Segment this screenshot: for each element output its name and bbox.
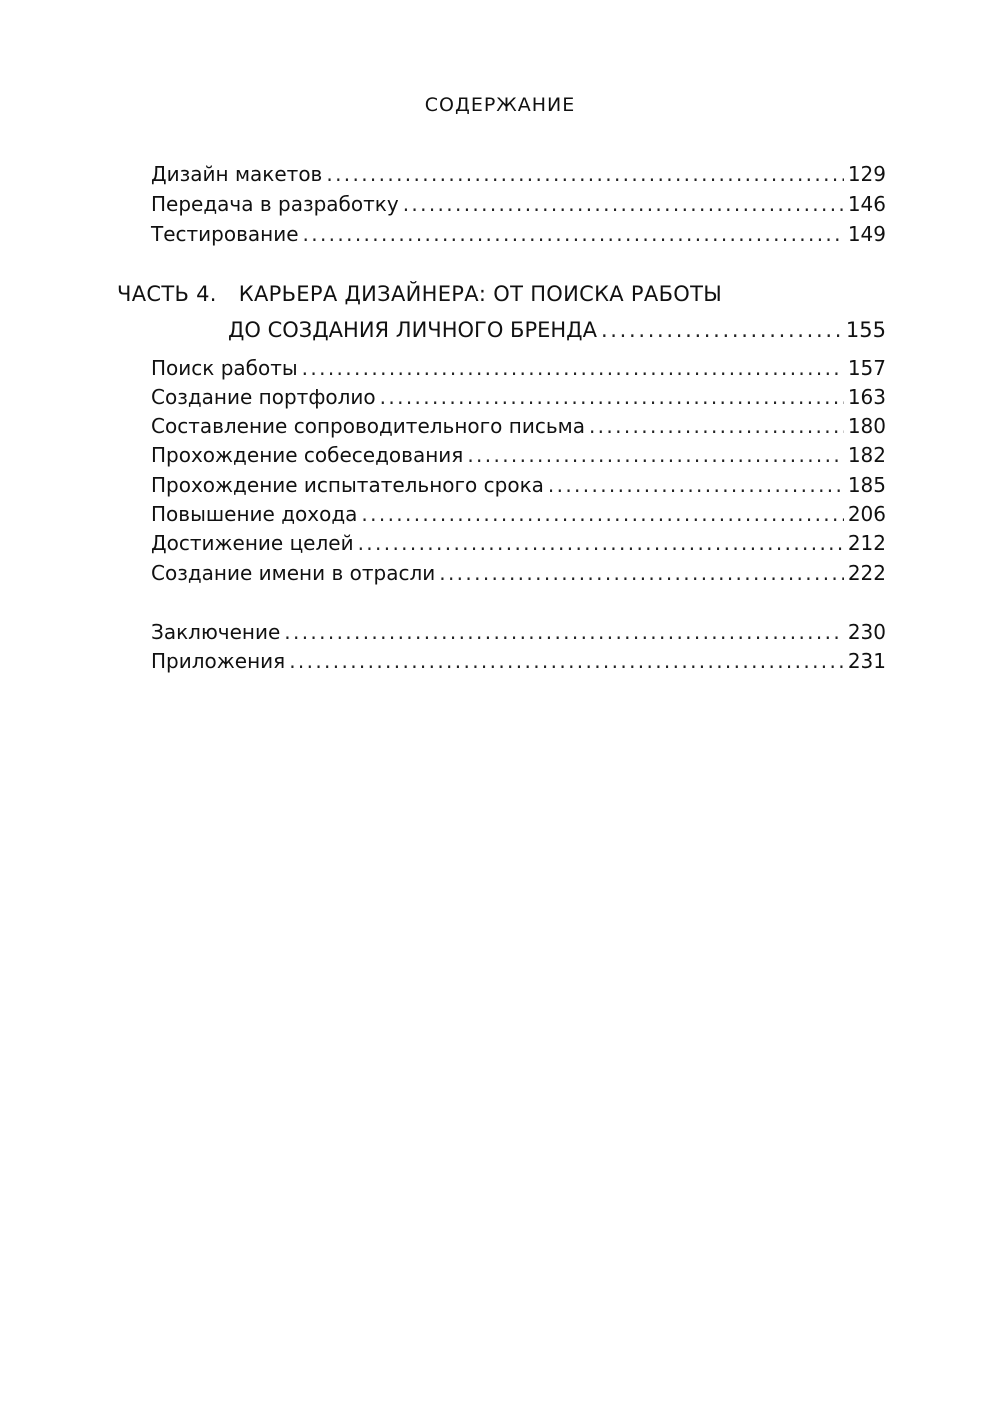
toc-entry: [151, 441, 886, 470]
dot-leader: [439, 559, 844, 588]
toc-entry: [151, 354, 886, 383]
toc-entry: [151, 647, 886, 676]
toc-entry-title: Повышение дохода: [151, 502, 358, 526]
toc-entry-page: 146: [847, 192, 886, 216]
part-title-line1: КАРЬЕРА ДИЗАЙНЕРА: ОТ ПОИСКА РАБОТЫ: [238, 282, 723, 306]
toc-entry-page: 182: [847, 443, 886, 467]
toc-entry-title: Создание имени в отрасли: [151, 561, 436, 585]
toc-entry: [151, 220, 886, 249]
toc-entry-title: Поиск работы: [151, 356, 298, 380]
toc-entry: [151, 618, 886, 647]
toc-entry: [151, 559, 886, 588]
toc-entry-title: Дизайн макетов: [151, 162, 323, 186]
toc-entry-title: Прохождение испытательного срока: [151, 473, 544, 497]
part-title-line2: ДО СОЗДАНИЯ ЛИЧНОГО БРЕНДА: [228, 318, 597, 342]
part-heading-line2: [228, 316, 886, 345]
toc-entry-title: Прохождение собеседования: [151, 443, 464, 467]
toc-entry-page: 222: [847, 561, 886, 585]
dot-leader: [303, 220, 844, 249]
dot-leader: [380, 383, 844, 412]
toc-entry: [151, 383, 886, 412]
toc-entry-title: Передача в разработку: [151, 192, 399, 216]
toc-entry-page: 149: [847, 222, 886, 246]
toc-entry-page: 129: [847, 162, 886, 186]
dot-leader: [548, 471, 844, 500]
dot-leader: [403, 190, 844, 219]
dot-leader: [302, 354, 844, 383]
toc-entry: [151, 160, 886, 189]
dot-leader: [326, 160, 843, 189]
toc-entry-page: 231: [847, 649, 886, 673]
dot-leader: [601, 316, 842, 345]
toc-entry: [151, 412, 886, 441]
toc-entry-title: Тестирование: [151, 222, 299, 246]
dot-leader: [289, 647, 844, 676]
part-label: ЧАСТЬ 4.: [117, 282, 217, 306]
toc-entry: [151, 500, 886, 529]
part-page: 155: [845, 318, 886, 342]
toc-entry-page: 212: [847, 531, 886, 555]
dot-leader: [467, 441, 843, 470]
toc-entry: [151, 190, 886, 219]
dot-leader: [589, 412, 844, 441]
dot-leader: [284, 618, 844, 647]
toc-entry-page: 230: [847, 620, 886, 644]
toc-entry-title: Создание портфолио: [151, 385, 376, 409]
toc-entry-page: 163: [847, 385, 886, 409]
toc-entry-title: Составление сопроводительного письма: [151, 414, 585, 438]
toc-entry-title: Приложения: [151, 649, 286, 673]
toc-entry-page: 180: [847, 414, 886, 438]
toc-entry-page: 206: [847, 502, 886, 526]
dot-leader: [361, 500, 843, 529]
toc-entry-title: Достижение целей: [151, 531, 354, 555]
toc-entry: [151, 529, 886, 558]
running-head-title: СОДЕРЖАНИЕ: [424, 94, 576, 116]
toc-entry-title: Заключение: [151, 620, 281, 644]
toc-entry-page: 157: [847, 356, 886, 380]
toc-entry: [151, 471, 886, 500]
part-heading: [117, 282, 722, 306]
toc-entry-page: 185: [847, 473, 886, 497]
dot-leader: [358, 529, 844, 558]
